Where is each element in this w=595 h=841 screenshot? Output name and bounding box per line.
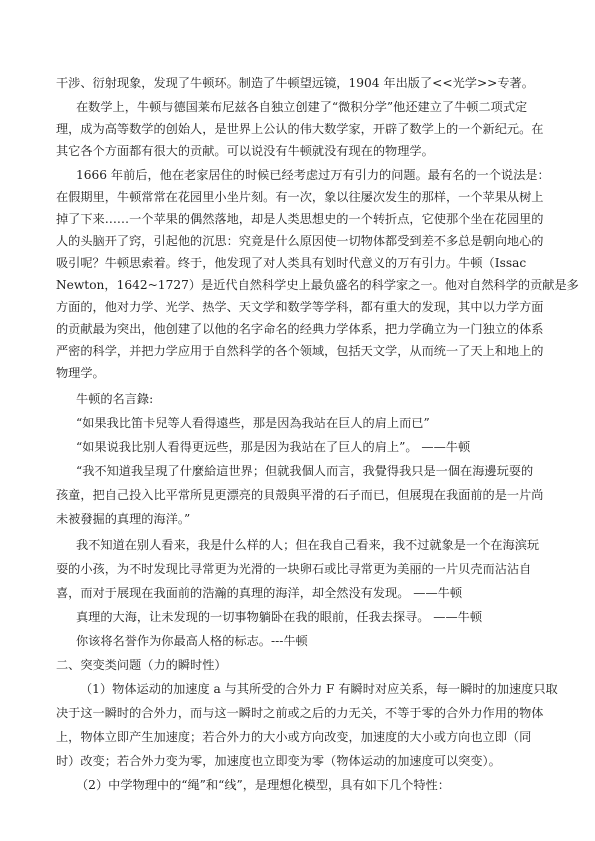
text-line: 决于这一瞬时的合外力，而与这一瞬时之前或之后的力无关，不等于零的合外力作用的物体 [56,706,544,720]
text-line: 时）改变；若合外力变为零，加速度也立即变为零（物体运动的加速度可以突变）。 [56,754,501,768]
quote-line: 耍的小孩，为不时发现比寻常更为光滑的一块卵石或比寻常更为美丽的一片贝壳而沾沾自 [56,562,532,576]
text-line: 1666 年前后，他在老家居住的时候已经考虑过万有引力的问题。最有名的一个说法是： [76,168,550,182]
quote-line: 我不知道在别人看来，我是什么样的人；但在我自己看来，我不过就象是一个在海滨玩 [76,538,540,552]
quote-line: “如果我比笛卡兒等人看得遠些，那是因為我站在巨人的肩上而已” [76,416,430,430]
text-line: 的贡献最为突出，他创建了以他的名字命名的经典力学体系，把力学确立为一门独立的体系 [56,322,544,336]
quote-line: 未被發掘的真理的海洋。” [56,512,191,526]
quote-line: 喜，而对于展现在我面前的浩瀚的真理的海洋，却全然没有发现。 ——牛顿 [56,586,463,600]
text-line: （1）物体运动的加速度 a 与其所受的合外力 F 有瞬时对应关系，每一瞬时的加速度只取 [80,682,558,696]
text-line: Newton，1642~1727）是近代自然科学史上最负盛名的科学家之一。他对自然科学的贡献是多 [56,278,579,292]
text-line: 在假期里，牛顿常常在花园里小坐片刻。有一次，象以往屡次发生的那样，一个苹果从树上 [56,190,544,204]
text-line: 人的头脑开了窍，引起他的沉思：究竟是什么原因使一切物体都受到差不多总是朝向地心的 [56,234,544,248]
quote-line: 孩童，把自己投入比平常所見更漂亮的貝殼與平滑的石子而已，但展現在我面前的是一片尚 [56,488,544,502]
section-heading: 二、突变类问题（力的瞬时性） [56,658,227,672]
text-line: 其它各个方面都有很大的贡献。可以说没有牛顿就没有现在的物理学。 [56,144,434,158]
text-line: 掉了下来……一个苹果的偶然落地，却是人类思想史的一个转折点，它使那个坐在花园里的 [56,212,544,226]
text-line: 理，成为高等数学的创始人，是世界上公认的伟大数学家，开辟了数学上的一个新纪元。在 [56,122,544,136]
quote-line: 真理的大海，让未发现的一切事物躺卧在我的眼前，任我去探寻。 ——牛顿 [76,610,483,624]
quote-line: 你该将名誉作为你最高人格的标志。---牛顿 [76,634,308,648]
text-line: 在数学上，牛顿与德国莱布尼兹各自独立创建了“微积分学”他还建立了牛顿二项式定 [76,100,528,114]
text-line: （2）中学物理中的“绳”和“线”，是理想化模型，具有如下几个特性： [76,778,450,792]
text-line: 干涉、衍射现象，发现了牛顿环。制造了牛顿望远镜，1904 年出版了<<光学>>专著。 [56,76,534,90]
quote-line: “我不知道我呈現了什麼給這世界；但就我個人而言，我覺得我只是一個在海邊玩耍的 [76,464,534,478]
text-line: 吸引呢？牛顿思索着。终于，他发现了对人类具有划时代意义的万有引力。牛顿（Issac [56,256,527,270]
text-line: 方面的，他对力学、光学、热学、天文学和数学等学科，都有重大的发现，其中以力学方面 [56,300,544,314]
quote-line: “如果说我比别人看得更远些，那是因为我站在了巨人的肩上”。 ——牛顿 [76,440,471,454]
text-line: 严密的科学，并把力学应用于自然科学的各个领域，包括天文学，从而统一了天上和地上的 [56,344,544,358]
text-line: 物理学。 [56,366,105,380]
text-line: 牛顿的名言錄: [76,392,154,406]
text-line: 上，物体立即产生加速度；若合外力的大小或方向改变，加速度的大小或方向也立即（同 [56,730,532,744]
